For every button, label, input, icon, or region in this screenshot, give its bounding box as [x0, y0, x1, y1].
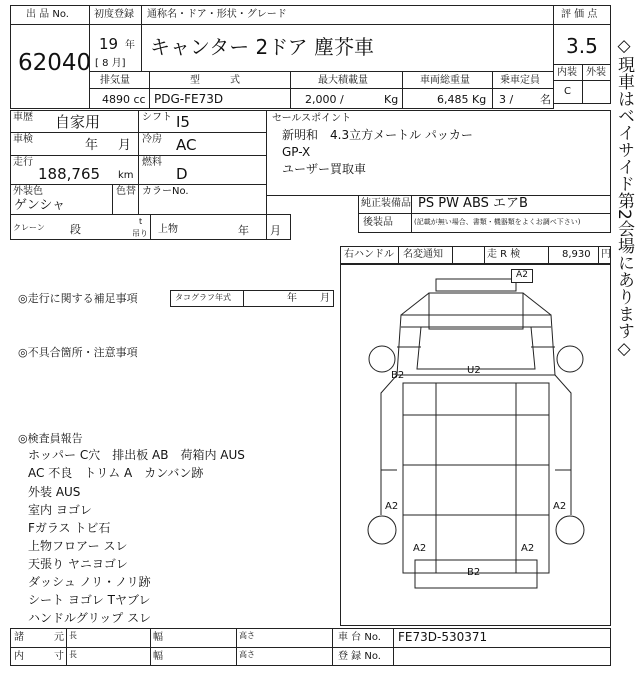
model-label: 型 式 — [190, 75, 240, 86]
sales-label: セールスポイント — [272, 113, 352, 124]
various-label: 諸 元 — [14, 632, 64, 643]
color-no-label: 色替 — [116, 186, 136, 197]
venue-notice: ◇現車はベイサイド第2会場にあります◇ — [614, 36, 634, 359]
mileage-value: 188,765 — [38, 165, 101, 183]
year-unit: 年 — [125, 40, 135, 51]
displacement-label: 排気量 — [100, 75, 130, 86]
first-reg-month: [ 8 月] — [95, 58, 126, 69]
width-label: 幅 — [153, 632, 163, 643]
driving-notes-label: ◎走行に関する補足事項 — [18, 292, 138, 305]
model-value: PDG-FE73D — [154, 92, 224, 106]
tacho-month: 月 — [320, 293, 330, 304]
inspector-line: 上物フロアー スレ — [28, 539, 128, 553]
steering-side: 右ハンドル — [344, 249, 394, 260]
height-label: 高さ — [239, 650, 255, 659]
ext-color-label: 外装色 — [13, 186, 43, 197]
seats-value: 3 / — [499, 93, 514, 106]
ac-value: AC — [176, 136, 197, 154]
lot-number: 62040 — [18, 50, 92, 76]
inspector-line: 外装 AUS — [28, 485, 81, 499]
capacity-value: 2,000 / — [305, 93, 344, 106]
defects-label: ◎不具合箇所・注意事項 — [18, 346, 138, 359]
exterior-label: 外装 — [586, 67, 606, 78]
shift-value: I5 — [176, 113, 190, 131]
loading-month: 月 — [270, 224, 281, 237]
history-value: 自家用 — [55, 113, 101, 131]
inspector-line: AC 不良 トリム A カンバン跡 — [28, 466, 204, 480]
crane-stage: 段 — [70, 223, 81, 236]
damage-mark: A2 — [511, 269, 533, 283]
loading-year: 年 — [238, 224, 249, 237]
inspection-month: 月 — [118, 138, 132, 153]
inspection-label: 車検 — [13, 134, 33, 145]
sales-line-2: GP-X — [282, 145, 311, 159]
footer-length-mark: 長 — [69, 631, 77, 640]
recorded-unit: 円 — [601, 249, 611, 260]
tacho-label: タコグラフ年式 — [175, 293, 231, 302]
color-no-label2: カラーNo. — [142, 186, 189, 197]
footer-length-mark: 長 — [69, 650, 77, 659]
inspector-label: ◎検査員報告 — [18, 432, 83, 445]
gross-weight-label: 車両総重量 — [420, 75, 470, 86]
crane-hang: 吊り — [132, 229, 148, 238]
ext-color-value: ゲンシャ — [14, 198, 66, 213]
inspector-line: Fガラス トビ石 — [28, 521, 111, 535]
seats-unit: 名 — [540, 93, 551, 106]
inspector-line: 室内 ヨゴレ — [28, 503, 92, 517]
eval-label: 評 価 点 — [561, 9, 598, 20]
interior-grade: C — [564, 86, 571, 97]
history-label: 車歴 — [13, 112, 33, 123]
vehicle-name: キャンター 2ドア 塵芥車 — [150, 35, 375, 59]
sales-line-1: 新明和 4.3立方メートル パッカー — [282, 128, 473, 142]
gross-weight-value: 6,485 Kg — [437, 93, 487, 106]
inspector-line: ホッパー C穴 排出板 AB 荷箱内 AUS — [28, 448, 245, 462]
inspector-line: ダッシュ ノリ・ノリ跡 — [28, 575, 151, 589]
equipment-label: 純正装備品 — [361, 198, 411, 209]
width-label: 幅 — [153, 651, 163, 662]
recorded-label: 走 R 検 — [487, 249, 521, 260]
crane-label: クレーン — [13, 223, 45, 232]
retrofit-label: 後装品 — [363, 217, 393, 228]
inspection-year: 年 — [85, 138, 99, 153]
seats-label: 乗車定員 — [500, 75, 540, 86]
equipment-value: PS PW ABS エアB — [418, 196, 528, 211]
damage-mark: A2 — [553, 501, 567, 512]
inspector-line: シート ヨゴレ Tヤブレ — [28, 593, 151, 607]
retrofit-note: (記載が無い場合、書類・機器類をよくお調べ下さい) — [414, 218, 581, 226]
mileage-label: 走行 — [13, 157, 33, 168]
chassis-label: 車 台 No. — [338, 632, 381, 643]
fuel-value: D — [176, 165, 188, 183]
sales-line-3: ユーザー買取車 — [282, 162, 367, 176]
displacement-value: 4890 cc — [102, 93, 146, 106]
inspector-line: ハンドルグリップ スレ — [28, 611, 152, 625]
ac-label: 冷房 — [142, 134, 162, 145]
damage-mark: B2 — [467, 567, 481, 578]
interior-label: 内装 — [557, 67, 577, 78]
registration-label: 登 録 No. — [338, 651, 381, 662]
mileage-unit: km — [118, 170, 134, 181]
crane-ton: t — [139, 217, 143, 226]
eval-score: 3.5 — [566, 34, 598, 58]
damage-diagram — [340, 264, 611, 626]
capacity-unit: Kg — [384, 93, 399, 106]
damage-mark: A2 — [413, 543, 427, 554]
recorded-value: 8,930 — [562, 249, 591, 260]
internal-label: 内 寸 — [14, 651, 64, 662]
damage-mark: B2 — [391, 370, 405, 381]
lot-label: 出 品 No. — [26, 9, 69, 20]
tacho-year: 年 — [287, 293, 297, 304]
capacity-label: 最大積載量 — [318, 75, 368, 86]
chassis-value: FE73D-530371 — [398, 630, 488, 644]
name-change-label: 名変通知 — [403, 249, 443, 260]
shift-label: シフト — [142, 112, 172, 123]
first-reg-label: 初度登録 — [94, 9, 134, 20]
first-reg-year: 19 — [99, 35, 119, 53]
damage-mark: U2 — [467, 365, 481, 376]
loading-label: 上物 — [158, 224, 178, 235]
vehicle-name-label: 通称名・ドア・形状・グレード — [147, 9, 287, 20]
damage-mark: A2 — [385, 501, 399, 512]
inspector-line: 天張り ヤニヨゴレ — [28, 557, 128, 571]
height-label: 高さ — [239, 631, 255, 640]
damage-mark: A2 — [521, 543, 535, 554]
fuel-label: 燃料 — [142, 157, 162, 168]
